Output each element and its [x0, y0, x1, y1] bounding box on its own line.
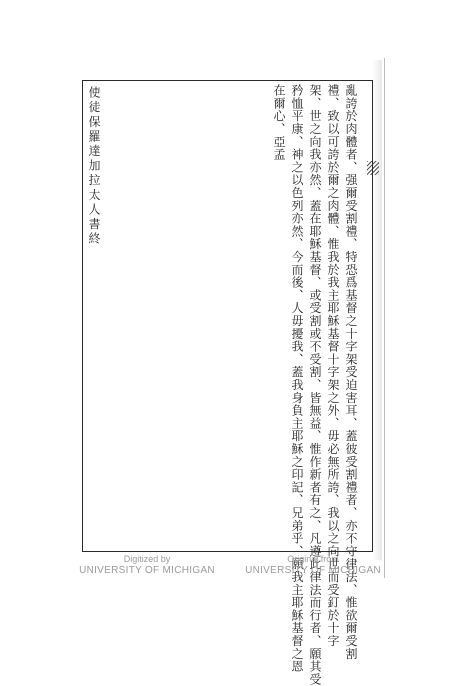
page-edge-shading [372, 60, 382, 560]
text-column-1: 亂誇於肉體者、强爾受割禮、特恐爲基督之十字架受迫害耳、蓋彼受割禮者、亦不守律法、惟欲爾受割 [344, 84, 358, 660]
colophon-end-title: 使徒保羅達加拉太人書終 [87, 86, 101, 247]
original-from-institution: UNIVERSITY OF MICHIGAN [245, 564, 381, 576]
digitized-by-watermark [72, 555, 222, 576]
text-column-3: 架、世之向我亦然、蓋在耶穌基督、或受割或不受割、皆無益、惟作新者有之、凡遵此律法而行者、願其受 [308, 84, 322, 686]
original-from-label: Original from [287, 554, 339, 564]
digitized-by-label: Digitized by [123, 554, 171, 564]
text-column-2: 禮、致以可誇於爾之肉體、惟我於我主耶穌基督十字架之外、毋必無所誇、我以之向世而受釘於十字 [326, 84, 340, 648]
text-column-5: 在爾心、亞孟 [272, 84, 286, 161]
page-fold-line [384, 58, 385, 578]
text-column-4: 矜恤平康、神之以色列亦然、今而後、人毋擾我、蓋我身負主耶穌之印記、兄弟乎、願我主耶穌基督之恩 [290, 84, 304, 673]
digitized-by-institution: UNIVERSITY OF MICHIGAN [79, 564, 215, 576]
original-from-watermark [233, 555, 393, 576]
